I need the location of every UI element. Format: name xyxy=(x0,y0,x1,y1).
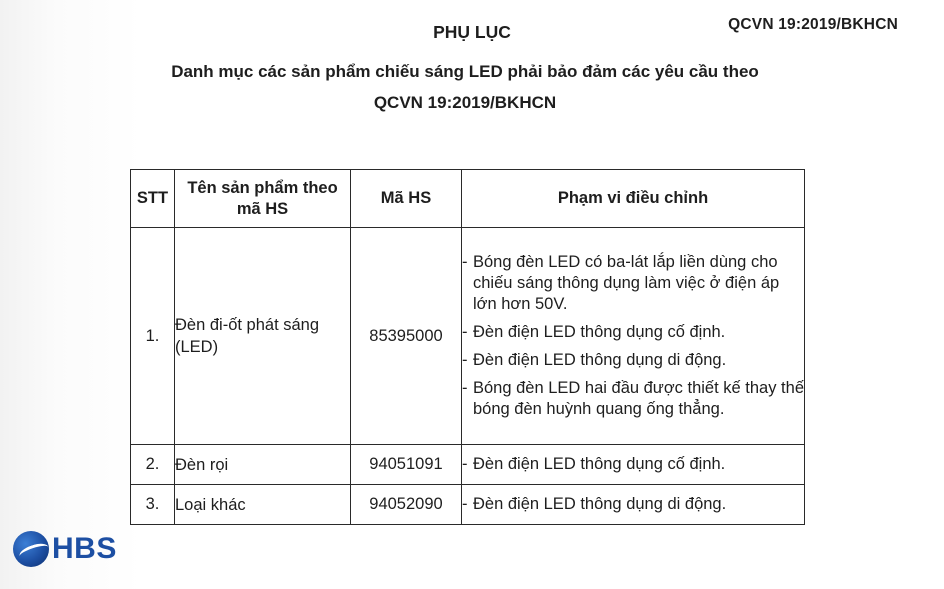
cell-product-name: Loại khác xyxy=(175,485,351,525)
scope-item: - Đèn điện LED thông dụng cố định. xyxy=(462,454,804,475)
cell-product-name: Đèn đi-ốt phát sáng (LED) xyxy=(175,228,351,445)
table-header-row xyxy=(131,170,805,228)
table-row xyxy=(131,485,805,525)
cell-hs-code: 94052090 xyxy=(351,485,462,525)
table-row xyxy=(131,445,805,485)
column-header-product-name: Tên sản phẩm theo mã HS xyxy=(175,170,351,228)
cell-stt: 2. xyxy=(131,445,175,485)
subtitle-line-1: Danh mục các sản phẩm chiếu sáng LED phải bảo đảm các yêu cầu theo xyxy=(171,62,759,81)
cell-stt: 1. xyxy=(131,228,175,445)
page-title: PHỤ LỤC xyxy=(433,22,511,42)
cell-stt: 3. xyxy=(131,485,175,525)
column-header-stt: STT xyxy=(131,170,175,228)
hbs-globe-logo-icon xyxy=(13,531,49,567)
scope-item: - Đèn điện LED thông dụng di động. xyxy=(462,350,804,371)
cell-scope xyxy=(462,228,805,445)
hbs-logo xyxy=(13,531,117,567)
page-subtitle xyxy=(0,56,930,118)
logo-text: HBS xyxy=(52,532,117,565)
cell-product-name: Đèn rọi xyxy=(175,445,351,485)
cell-hs-code: 94051091 xyxy=(351,445,462,485)
cell-scope xyxy=(462,445,805,485)
scope-item: - Bóng đèn LED có ba-lát lắp liền dùng cho chiếu sáng thông dụng làm việc ở điện áp lớn hơn 50V. xyxy=(462,252,804,315)
scope-item: - Đèn điện LED thông dụng di động. xyxy=(462,494,804,515)
scope-item: - Bóng đèn LED hai đầu được thiết kế thay thế bóng đèn huỳnh quang ống thẳng. xyxy=(462,378,804,420)
product-table xyxy=(130,169,805,525)
document-code: QCVN 19:2019/BKHCN xyxy=(728,16,898,33)
column-header-scope: Phạm vi điều chỉnh xyxy=(462,170,805,228)
cell-scope xyxy=(462,485,805,525)
subtitle-line-2: QCVN 19:2019/BKHCN xyxy=(373,93,557,112)
scope-item: - Đèn điện LED thông dụng cố định. xyxy=(462,322,804,343)
cell-hs-code: 85395000 xyxy=(351,228,462,445)
column-header-hs-code: Mã HS xyxy=(351,170,462,228)
table-row xyxy=(131,228,805,445)
